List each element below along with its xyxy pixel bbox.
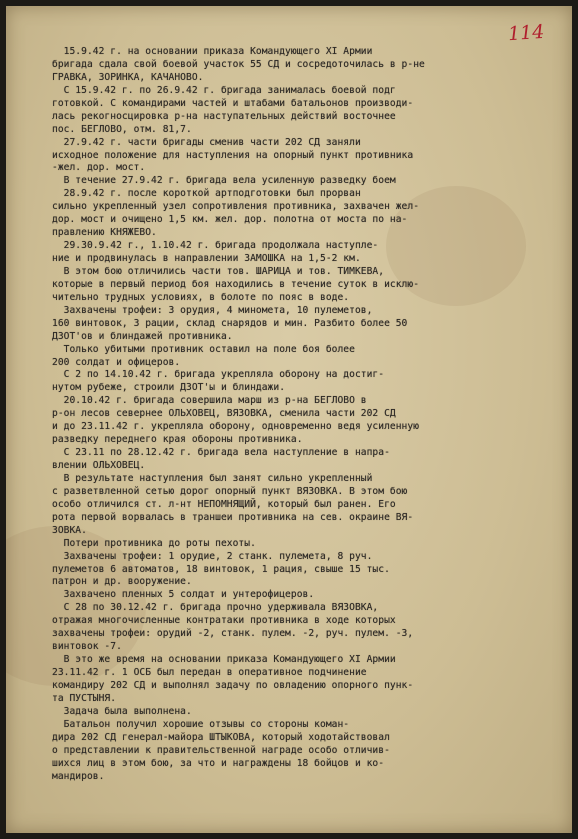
text-line: 27.9.42 г. части бригады сменив части 202 СД заняли bbox=[52, 136, 361, 148]
text-line: Захвачены трофеи: 1 орудие, 2 станк. пулемета, 8 руч. bbox=[52, 550, 373, 562]
text-line: ГРАВКА, ЗОРИНКА, КАЧАНОВО. bbox=[52, 71, 204, 83]
text-line: Только убитыми противник оставил на поле боя более bbox=[52, 343, 355, 355]
text-line: В результате наступления был занят сильно укрепленный bbox=[52, 472, 373, 484]
text-line: та ПУСТЫНЯ. bbox=[52, 692, 117, 704]
text-line: 160 винтовок, 3 рации, склад снарядов и мин. Разбито более 50 bbox=[52, 317, 408, 329]
text-line: С 23.11 по 28.12.42 г. бригада вела наступление в напра- bbox=[52, 447, 390, 459]
text-line: ДЗОТ'ов и блиндажей противника. bbox=[52, 330, 233, 342]
text-line: особо отличился ст. л-нт НЕПОМНЯЩИЙ, который был ранен. Его bbox=[52, 498, 396, 510]
text-line: 15.9.42 г. на основании приказа Командующего XI Армии bbox=[52, 46, 373, 57]
text-line: разведку переднего края обороны противника. bbox=[52, 434, 303, 446]
text-line: сильно укрепленный узел сопротивления противника, захвачен жел- bbox=[52, 201, 420, 213]
text-line: винтовок -7. bbox=[52, 641, 122, 653]
text-line: командиру 202 СД и выполнял задачу по овладению опорного пунк- bbox=[52, 679, 414, 691]
page-number: 114 bbox=[507, 20, 545, 46]
text-line: Потери противника до роты пехоты. bbox=[52, 537, 256, 549]
text-line: В этом бою отличились части тов. ШАРИЦА и тов. ТИМКЕВА, bbox=[52, 265, 385, 277]
text-line: бригада сдала свой боевой участок 55 СД и сосредоточилась в р-не bbox=[52, 58, 425, 70]
text-line: 20.10.42 г. бригада совершила марш из р-на БЕГЛОВО в bbox=[52, 395, 367, 407]
text-line: нутом рубеже, строили ДЗОТ'ы и блиндажи. bbox=[52, 382, 286, 394]
text-line: отражая многочисленные контратаки противника в ходе которых bbox=[52, 615, 396, 627]
text-line: чительно трудных условиях, в болоте по пояс в воде. bbox=[52, 291, 350, 303]
document-page bbox=[6, 6, 572, 833]
text-line: с разветвленной сетью дорог опорный пункт ВЯЗОВКА. В этом бою bbox=[52, 485, 408, 497]
text-line: захвачены трофеи: орудий -2, станк. пулем. -2, руч. пулем. -3, bbox=[52, 628, 414, 640]
text-line: В это же время на основании приказа Командующего XI Армии bbox=[52, 654, 396, 666]
text-line: дор. мост и очищено 1,5 км. жел. дор. полотна от моста по на- bbox=[52, 214, 408, 226]
text-line: С 2 по 14.10.42 г. бригада укрепляла оборону на достиг- bbox=[52, 369, 385, 381]
text-line: р-он лесов севернее ОЛЬХОВЕЦ, ВЯЗОВКА, сменила части 202 СД bbox=[52, 408, 396, 420]
text-line: пулеметов 6 автоматов, 18 винтовок, 1 рация, свыше 15 тыс. bbox=[52, 563, 390, 575]
text-line: дира 202 СД генерал-майора ШТЫКОВА, который ходотайствовал bbox=[52, 731, 390, 743]
text-line: и до 23.11.42 г. укрепляла оборону, одновременно ведя усиленную bbox=[52, 421, 420, 433]
text-line: влении ОЛЬХОВЕЦ. bbox=[52, 460, 146, 471]
text-line: лась рекогносцировка р-на наступательных действий восточнее bbox=[52, 110, 396, 122]
text-line: которые в первый период боя находились в течение суток в исклю- bbox=[52, 278, 420, 290]
text-line: пос. БЕГЛОВО, отм. 81,7. bbox=[52, 123, 192, 135]
text-line: Задача была выполнена. bbox=[52, 705, 192, 717]
text-line: Захвачено пленных 5 солдат и унтерофицеров. bbox=[52, 589, 315, 601]
text-line: 23.11.42 г. 1 ОСБ был передан в оперативное подчинение bbox=[52, 667, 367, 678]
text-line: мандиров. bbox=[52, 770, 105, 782]
text-line: 28.9.42 г. после короткой артподготовки был прорван bbox=[52, 188, 361, 200]
text-line: В течение 27.9.42 г. бригада вела усиленную разведку боем bbox=[52, 175, 396, 187]
text-line: 200 солдат и офицеров. bbox=[52, 356, 181, 368]
text-line: Захвачены трофеи: 3 орудия, 4 миномета, 10 пулеметов, bbox=[52, 304, 373, 316]
text-line: ние и продвинулась в направлении ЗАМОШКА на 1,5-2 км. bbox=[52, 253, 361, 264]
text-line: Батальон получил хорошие отзывы со стороны коман- bbox=[52, 718, 350, 730]
text-line: исходное положение для наступления на опорный пункт противника bbox=[52, 149, 414, 161]
text-line: С 15.9.42 г. по 26.9.42 г. бригада занималась боевой подг bbox=[52, 84, 396, 96]
text-line: 29.30.9.42 г., 1.10.42 г. бригада продолжала наступле- bbox=[52, 240, 379, 252]
text-line: шихся лиц в этом бою, за что и награждены 18 бойцов и ко- bbox=[52, 757, 385, 769]
text-line: ЗОВКА. bbox=[52, 524, 87, 536]
text-line: С 28 по 30.12.42 г. бригада прочно удерживала ВЯЗОВКА, bbox=[52, 602, 379, 614]
text-line: патрон и др. вооружение. bbox=[52, 576, 192, 588]
document-text bbox=[52, 46, 562, 783]
text-line: готовкой. С командирами частей и штабами батальонов производи- bbox=[52, 97, 414, 109]
text-line: рота первой ворвалась в траншеи противника на сев. окраине ВЯ- bbox=[52, 511, 414, 523]
text-line: о представлении к правительственной награде особо отличив- bbox=[52, 744, 390, 756]
text-line: правлению КНЯЖЕВО. bbox=[52, 227, 157, 239]
text-line: -жел. дор. мост. bbox=[52, 162, 146, 174]
